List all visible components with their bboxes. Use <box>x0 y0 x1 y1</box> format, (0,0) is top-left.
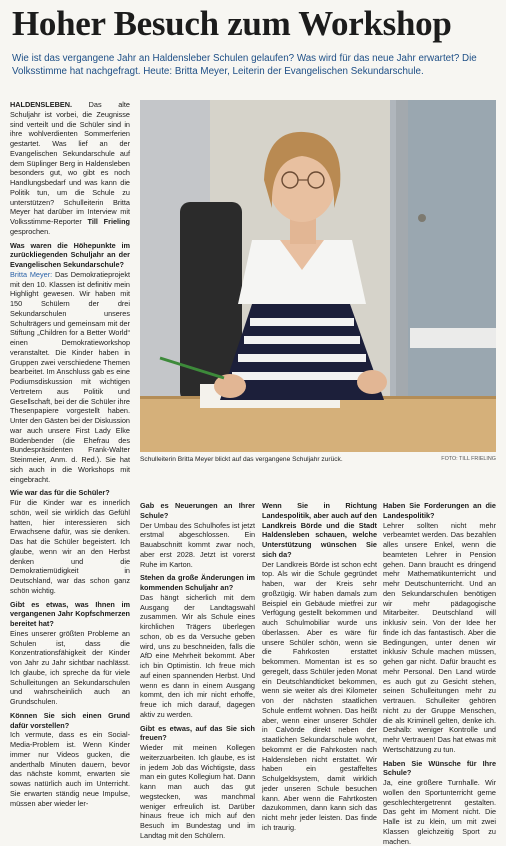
intro-text-a: Das alte Schuljahr ist vorbei, die Zeugnisse sind verteilt und die Schüler sind in ihre wohlverdienten Sommerferien gestartet. Was lief an der Evangelischen Sekundarschule auf dem Süplinger Berg in Haldensleben besonders gut, wo gibt es noch Handlungsbedarf und was kann die Politik tun, um die Schule zu unterstützen? Schulleiterin Britta Meyer hat darüber im Interview mit Volksstimme-Reporter <box>10 100 130 226</box>
headline: Hoher Besuch zum Workshop <box>12 4 452 43</box>
photo-caption-bar <box>140 455 496 464</box>
dateline: HALDENSLEBEN. <box>10 100 73 109</box>
question: Können Sie sich einen Grund dafür vorstellen? <box>10 710 130 730</box>
answer: Ja, eine größere Turnhalle. Wir wollen den Sportunterricht gerne geschlechtergetrennt gestalten. Das geht im Moment nicht. Die Halle ist zu klein, um mit zwei Klassen gleichzeitig Sport zu machen. <box>383 778 496 846</box>
article-column-3 <box>262 497 377 833</box>
answer: Der Umbau des Schulhofes ist jetzt erstmal abgeschlossen. Ein Bauabschnitt kommt zwar noch, aber erst 2028. Jetzt ist vorerst Ruhe im Karton. <box>140 520 255 569</box>
answer: Der Landkreis Börde ist schon echt top. Als wir die Schule gegründet haben, war der Kreis sehr großzügig. Wir haben damals zum Beispiel ein Gebäude mietfrei zur Verfügung gestellt bekommen und auch Schulmobiliar wurde uns überlassen. Aber es wäre für unsere Schüler schön, wenn sie die Fahrkosten erstattet bekommen. Momentan ist es so geregelt, dass Schüler jeden Monat ein Deutschlandticket bekommen, wenn sie weiter als drei Kilometer von der nächsten staatlichen Schule entfernt wohnen. Das heißt aber, wenn einer unserer Schüler in Calvörde direkt neben der staatlichen Sekundarschule wohnt, bekommt er die Fahrkosten nach Haldensleben nicht erstattet. Wir haben ein gestaffeltes Schulgeldsystem, damit wirklich jeder unseren Schule besuchen kann. Aber wenn die Fahrtkosten dazukommen, dann kann sich das nicht mehr jeder leisten. Das finde ich traurig. <box>262 559 377 832</box>
photo-caption: Schulleiterin Britta Meyer blickt auf das vergangene Schuljahr zurück. <box>140 456 343 463</box>
answer: Das hängt sicherlich mit dem Ausgang der Landtagswahl zusammen. Wir als Schule eines kirchlichen Trägers überlegen schon, ob es da Versuche geben wird, uns zu beschneiden, falls die AfD eine Mehrheit bekommt. Aber ich bin Optimistin. Ich freue mich auf einen spannenden Herbst. Und wenn es dann in einem Ausgang kommt, den ich mir nicht erhoffe, freue ich mich darauf, dagegen aktiv zu werden. <box>140 592 255 719</box>
article-column-4 <box>383 497 496 846</box>
article-photo <box>140 100 496 452</box>
deck: Wie ist das vergangene Jahr an Haldensleber Schulen gelaufen? Was wird für das neue Jahr erwartet? Die Volksstimme hat nachgefragt. Heute: Britta Meyer, Leiterin der Evangelischen Sekundarschule. <box>12 53 477 77</box>
intro-text-b: gesprochen. <box>10 226 51 236</box>
intro-paragraph <box>10 100 130 237</box>
author-name: Till Frieling <box>87 217 130 226</box>
answer: Lehrer sollten nicht mehr verbeamtet werden. Das bezahlen alles unsere Enkel, wenn die beamteten Lehrer in Pension gehen. Dann braucht es dringend mehr Mathematikunterricht und mehr Deutschunterricht. Und an den Sekundarschulen benötigen wir mehr pädagogische Mitarbeiter. Deutschland will inklusiv sein. Von der Idee her finde ich das fantastisch. Aber die Bedingungen, unter denen wir inklusiv Schule machen müssen, gehen gar nicht. Dafür braucht es mehr Personal. Den Land würde es auch gut zu Gesicht stehen, seinen Schulleitungen mehr zu vertrauen. Schulleiter gehören nicht zu der Gruppe Menschen, die als Kriminell gelten, denke ich. Deshalb: weniger Kontrolle und mehr Vertrauen! Das hat etwas mit Wertschätzung zu tun. <box>383 520 496 754</box>
article-column-2 <box>140 497 255 841</box>
question: Haben Sie Wünsche für Ihre Schule? <box>383 758 496 778</box>
question: Stehen da große Änderungen im kommenden Schuljahr an? <box>140 573 255 592</box>
answer <box>10 270 130 485</box>
answer: Eines unserer größten Probleme an Schulen ist, dass die Konzentrationsfähigkeit der Kinder von Jahr zu Jahr sichtbar nachlässt. Ich glaube, ich spreche da für viele Schulleitungen an Sekundarschulen und wahrscheinlich auch an Grundschulen. <box>10 628 130 706</box>
photo-illustration <box>140 100 496 452</box>
article-column-1 <box>10 100 130 808</box>
question: Gibt es etwas, was Ihnen im vergangenen Jahr Kopfschmerzen bereitet hat? <box>10 599 130 628</box>
question: Wenn Sie in Richtung Landespolitik, aber auch auf den Landkreis Börde und die Stadt Haldensleben schauen, welche Unterstützung wünschen Sie sich da? <box>262 501 377 559</box>
speaker-label: Britta Meyer: <box>10 269 53 279</box>
answer: Wieder mit meinen Kollegen weiterzuarbeiten. Ich glaube, es ist in jedem Job das Wichtigste, dass man ein gutes Kollegium hat. Dann kann man auch das gut wegstecken, was manchmal weniger erfreulich ist. Darüber hinaus freue ich mich auf den Besuch im Bundestag und im Landtag mit den Schülern. <box>140 743 255 840</box>
answer: Ich vermute, dass es ein Social-Media-Problem ist. Wenn Kinder immer nur Videos gucken, die anderthalb Minuten dauern, bevor das nächste kommt, erwarten sie sowas natürlich auch im Unterricht. Sie erwarten ständig neue Impulse, müssen aber wieder ler- <box>10 730 130 808</box>
answer: Für die Kinder war es innerlich schön, weil sie wirklich das Gefühl hatten, hier interessieren sich Erwachsene dafür, was sie denken. Das hat die Schüler begeistert. Ich glaube, wenn wir an den Herbst denken und die Demokratiemüdigkeit in Deutschland, war das schon ganz schön wichtig. <box>10 498 130 595</box>
answer-text: Das Demokratieprojekt mit den 10. Klassen ist definitiv mein Highlight gewesen. Wir haben mit 150 Schülern der drei Sekundarschulen unseres Schulträgers und gemeinsam mit der Stiftung „Children for a Better World“ einen Demokratieworkshop veranstaltet. Die Kinder haben in Gruppen zwei verschiedene Themen bearbeitet. Im Anschluss gab es eine Podiumsdiskussion mit wichtigen Vertretern aus Politik und Gesellschaft, bei der die Schüler ihre Thesenpapiere vorgestellt haben. Unter den Gästen bei der Diskussion war auch unsere First Lady Elke Büdenbender (die Ehefrau des Bundespräsidenten Frank-Walter Steinmeier, Anm. d. Red.). Sie hat sich auch in die Workshops mit eingebracht. <box>10 269 130 484</box>
question: Gab es Neuerungen an Ihrer Schule? <box>140 501 255 520</box>
question: Haben Sie Forderungen an die Landespolitik? <box>383 501 496 520</box>
photo-credit: FOTO: TILL FRIELING <box>441 456 496 462</box>
question: Was waren die Höhepunkte im zurückliegenden Schuljahr an der Evangelischen Sekundarschule? <box>10 240 130 269</box>
question: Wie war das für die Schüler? <box>10 488 110 498</box>
question: Gibt es etwas, auf das Sie sich freuen? <box>140 723 255 743</box>
